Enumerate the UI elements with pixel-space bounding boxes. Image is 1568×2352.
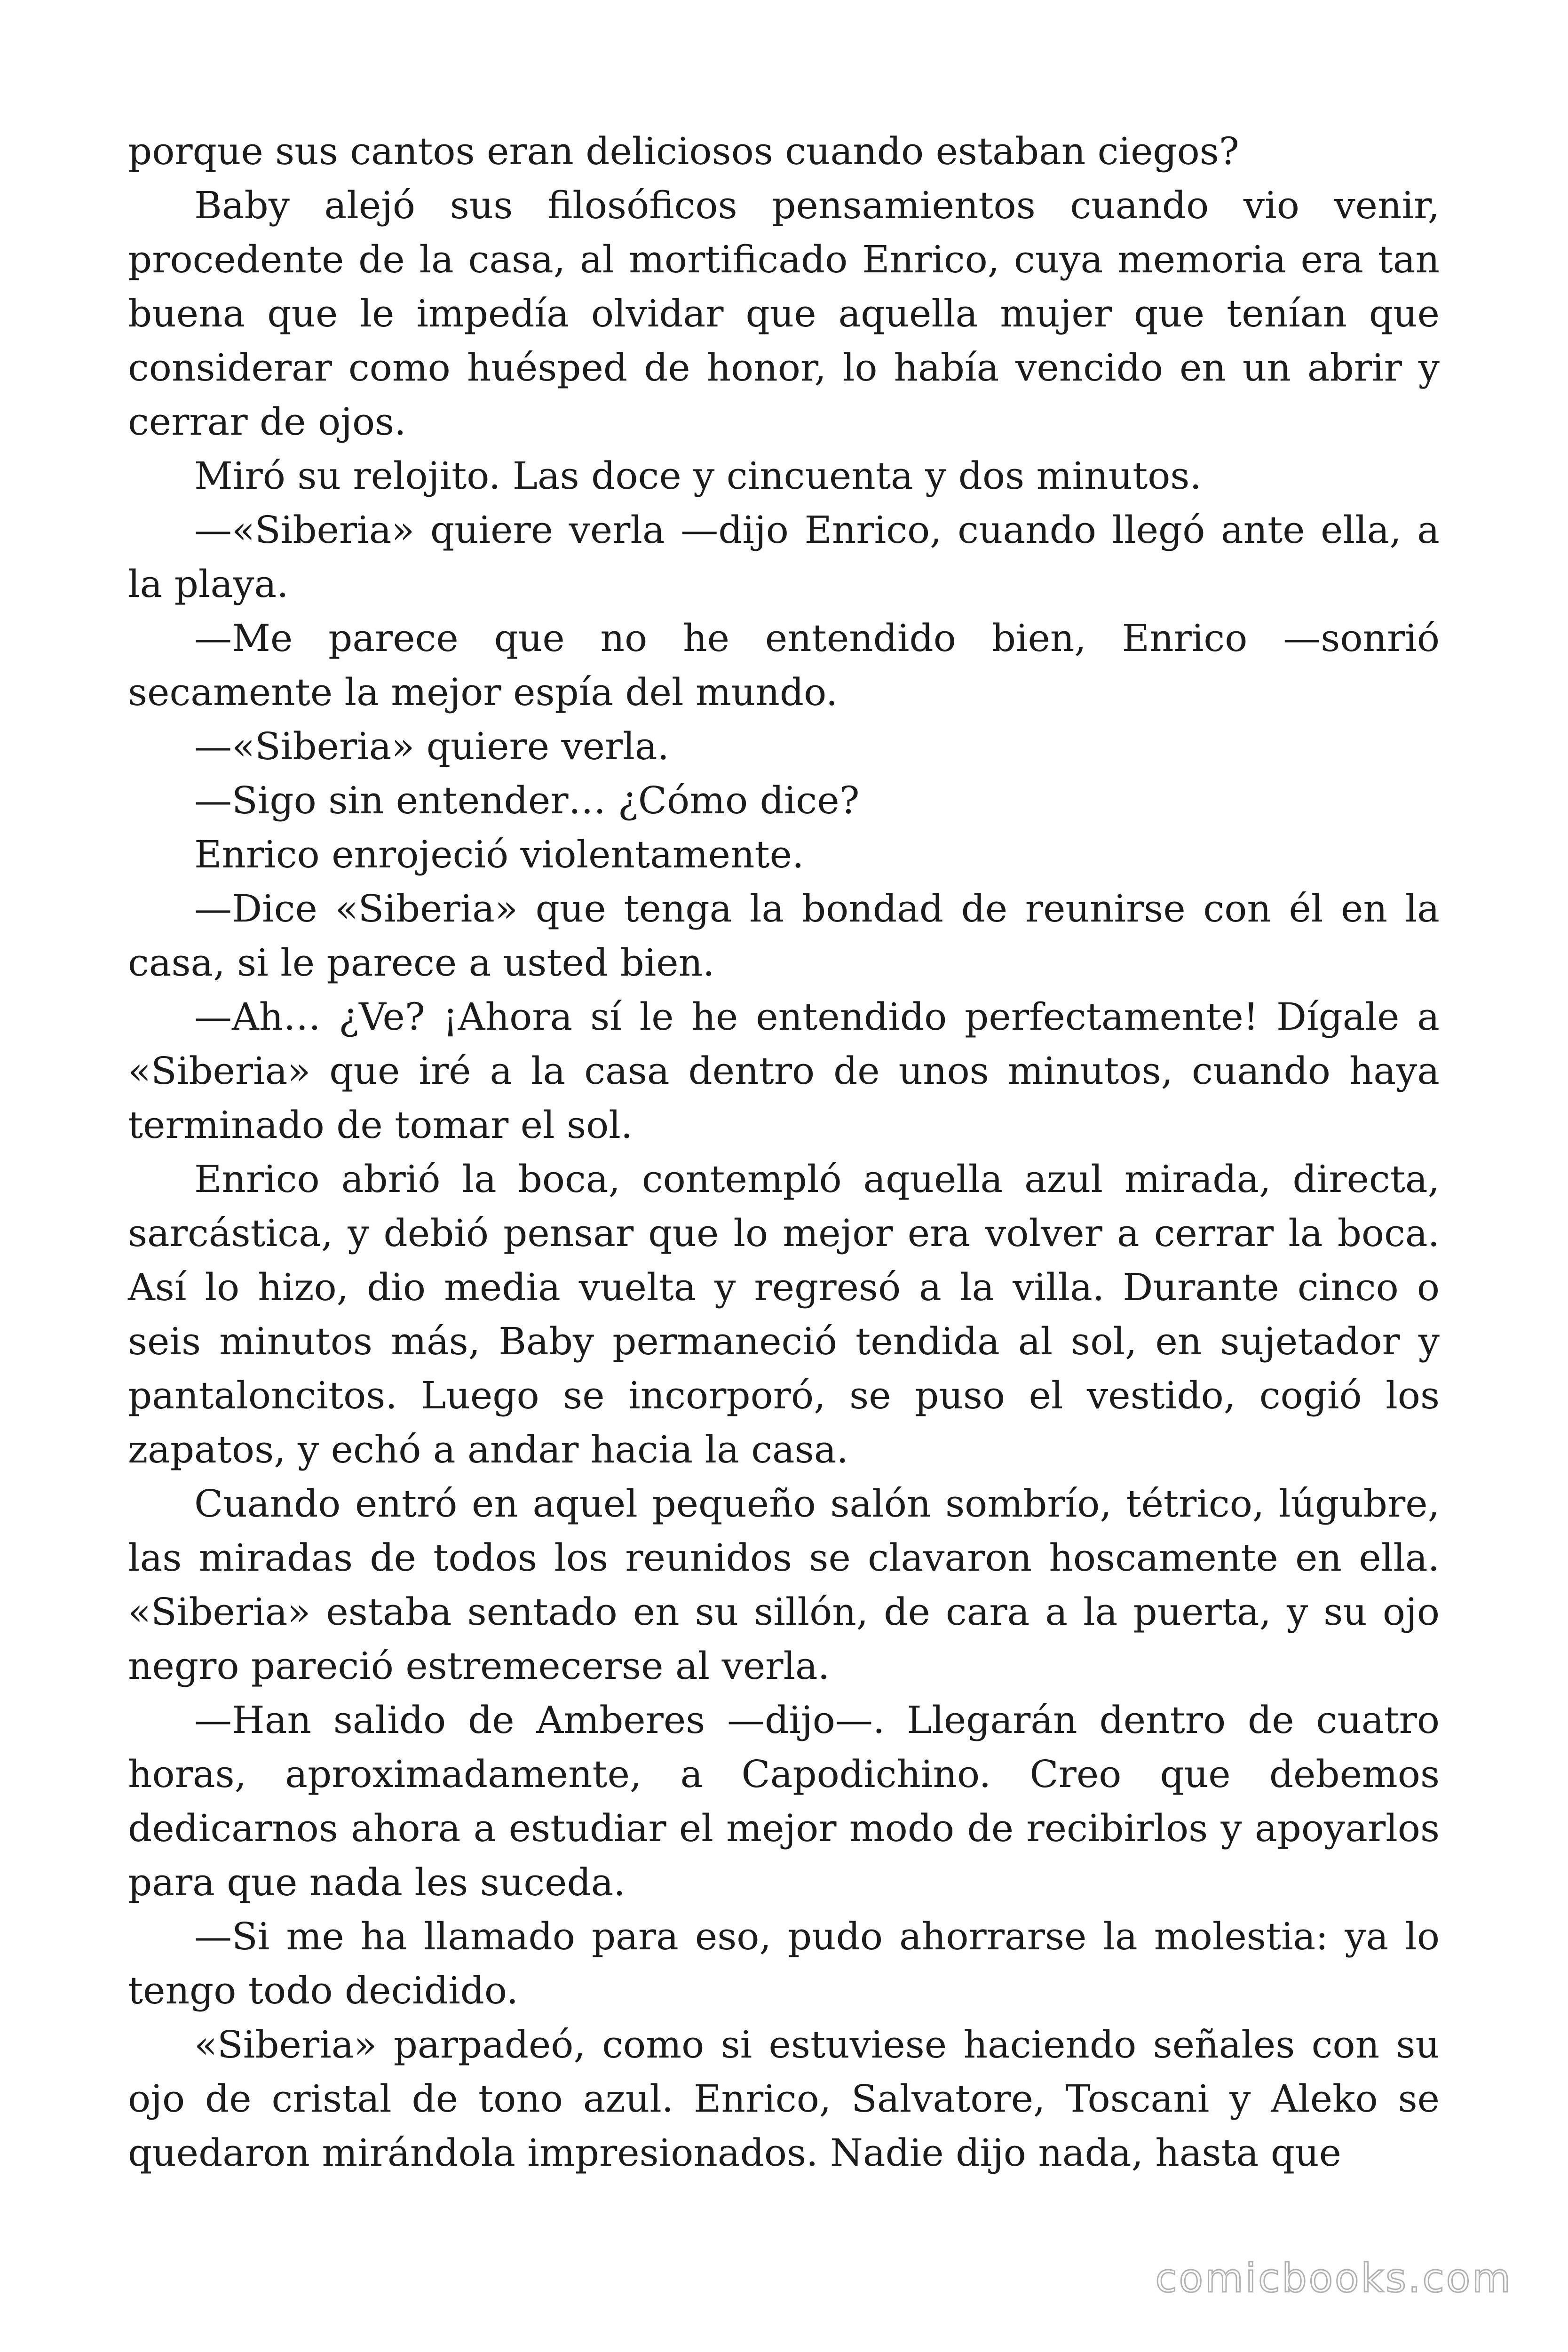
paragraph-13: —Han salido de Amberes —dijo—. Llegarán dentro de cuatro horas, aproximadamente, a Capodichino. Creo que debemos dedicarnos ahora a estudiar el mejor modo de recibirlos y apoyarlos para que nada les suceda.: [128, 1698, 1440, 1904]
paragraph-12: Cuando entró en aquel pequeño salón sombrío, tétrico, lúgubre, las miradas de todos los reunidos se clavaron hoscamente en ella. «Siberia» estaba sentado en su sillón, de cara a la puerta, y su ojo negro pareció estremecerse al verla.: [128, 1482, 1440, 1688]
book-page-text: [128, 124, 1440, 2180]
paragraph-2: Baby alejó sus filosóficos pensamientos cuando vio venir, procedente de la casa, al mortificado Enrico, cuya memoria era tan buena que le impedía olvidar que aquella mujer que tenían que considerar como huésped de honor, lo había vencido en un abrir y cerrar de ojos.: [128, 183, 1440, 444]
paragraph-3: Miró su relojito. Las doce y cincuenta y dos minutos.: [194, 454, 1202, 498]
paragraph-11: Enrico abrió la boca, contempló aquella azul mirada, directa, sarcástica, y debió pensar que lo mejor era volver a cerrar la boca. Así lo hizo, dio media vuelta y regresó a la villa. Durante cinco o seis minutos más, Baby permaneció tendida al sol, en sujetador y pantaloncitos. Luego se incorporó, se puso el vestido, cogió los zapatos, y echó a andar hacia la casa.: [128, 1157, 1440, 1471]
paragraph-14: —Si me ha llamado para eso, pudo ahorrarse la molestia: ya lo tengo todo decidido.: [128, 1915, 1440, 2012]
paragraph-1: porque sus cantos eran deliciosos cuando estaban ciegos?: [128, 129, 1239, 173]
paragraph-8: Enrico enrojeció violentamente.: [194, 833, 804, 876]
paragraph-5: —Me parece que no he entendido bien, Enrico —sonrió secamente la mejor espía del mundo.: [128, 616, 1440, 714]
paragraph-6: —«Siberia» quiere verla.: [194, 724, 669, 768]
watermark: comicbooks.com: [1155, 2255, 1513, 2301]
paragraph-10: —Ah… ¿Ve? ¡Ahora sí le he entendido perfectamente! Dígale a «Siberia» que iré a la casa dentro de unos minutos, cuando haya terminado de tomar el sol.: [128, 995, 1440, 1147]
paragraph-15: «Siberia» parpadeó, como si estuviese haciendo señales con su ojo de cristal de tono azul. Enrico, Salvatore, Toscani y Aleko se quedaron mirándola impresionados. Nadie dijo nada, hasta que: [128, 2023, 1440, 2175]
paragraph-7: —Sigo sin entender… ¿Cómo dice?: [194, 779, 860, 822]
paragraph-4: —«Siberia» quiere verla —dijo Enrico, cuando llegó ante ella, a la playa.: [128, 508, 1440, 606]
paragraph-9: —Dice «Siberia» que tenga la bondad de reunirse con él en la casa, si le parece a usted bien.: [128, 887, 1440, 985]
